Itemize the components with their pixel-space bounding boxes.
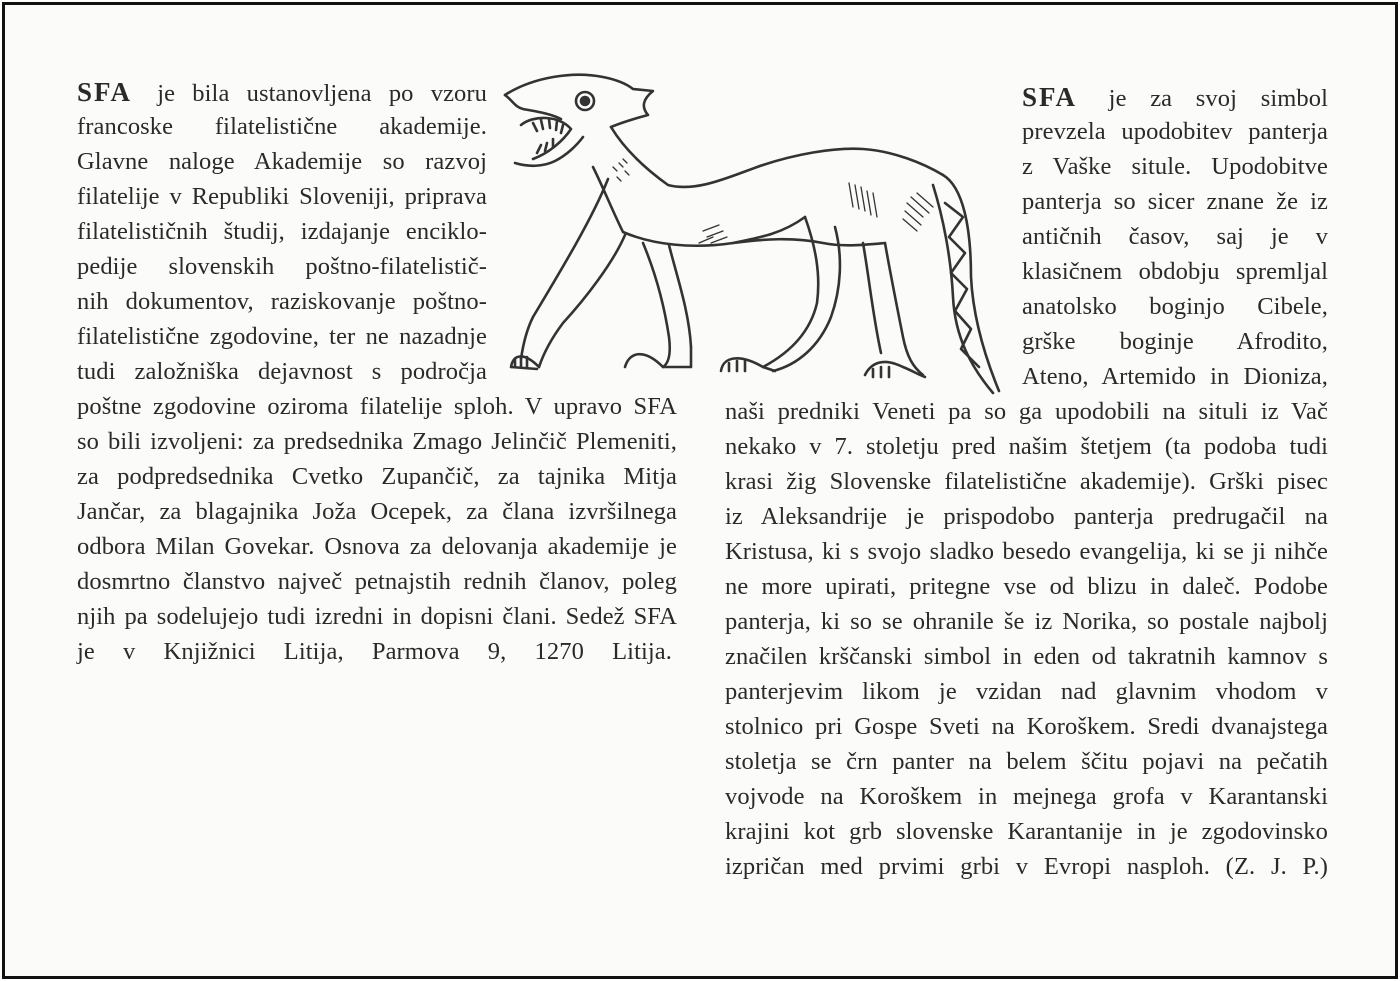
left-line-12: za podpredsednika Cvetko Zupančič, za tajnika Mitja: [77, 463, 677, 490]
right-line-21: vojvode na Koroškem in mejnega grofa v Karantanski: [725, 783, 1328, 810]
right-line-23: izpričan med prvimi grbi v Evropi nasploh. (Z. J. P.): [725, 853, 1328, 880]
left-line-13: Jančar, za blagajnika Joža Ocepek, za člana izvršilnega: [77, 498, 677, 525]
right-line-3: z Vaške situle. Upodobitve: [1022, 153, 1328, 180]
right-line-17: značilen krščanski simbol in eden od takratnih kamnov s: [725, 643, 1328, 670]
right-line-1: SFA je za svoj simbol: [1022, 82, 1328, 112]
right-line-13: iz Aleksandrije je prispodobo panterja predrugačil na: [725, 503, 1328, 530]
left-line-16: njih pa sodelujejo tudi izredni in dopisni člani. Sedež SFA: [77, 603, 677, 630]
right-line-2: prevzela upodobitev panterja: [1022, 118, 1328, 145]
left-line-2: francoske filatelistične akademije.: [77, 113, 487, 140]
right-line-18: panterjevim likom je vzidan nad glavnim vhodom v: [725, 678, 1328, 705]
left-lead-sfa: SFA: [77, 77, 133, 107]
left-line-1: SFA je bila ustanovljena po vzoru: [77, 77, 487, 107]
right-line-12: krasi žig Slovenske filatelistične akademije). Grški pisec: [725, 468, 1328, 495]
left-line-17: je v Knjižnici Litija, Parmova 9, 1270 Litija.: [77, 638, 672, 665]
right-line-22: krajini kot grb slovenske Karantanije in je zgodovinsko: [725, 818, 1328, 845]
left-line-8: filatelistične zgodovine, ter ne nazadnje: [77, 323, 487, 350]
right-lead-sfa: SFA: [1022, 82, 1078, 112]
right-line-14: Kristusa, ki s svojo sladko besedo evangelija, ki se ji nihče: [725, 538, 1328, 565]
right-line-10: naši predniki Veneti pa so ga upodobili na situli iz Vač: [725, 398, 1328, 425]
left-line-3: Glavne naloge Akademije so razvoj: [77, 148, 487, 175]
left-line-10: poštne zgodovine oziroma filatelije sploh. V upravo SFA: [77, 393, 677, 420]
left-line-11: so bili izvoljeni: za predsednika Zmago Jelinčič Plemeniti,: [77, 428, 677, 455]
panther-line-drawing-icon: [493, 67, 1023, 407]
left-line-14: odbora Milan Govekar. Osnova za delovanja akademije je: [77, 533, 677, 560]
left-line-7: nih dokumentov, raziskovanje poštno-: [77, 288, 487, 315]
right-line-8: grške boginje Afrodito,: [1022, 328, 1328, 355]
right-line-5: antičnih časov, saj je v: [1022, 223, 1328, 250]
left-line-9: tudi založniška dejavnost s področja: [77, 358, 487, 385]
right-line-11: nekako v 7. stoletju pred našim štetjem (ta podoba tudi: [725, 433, 1328, 460]
left-line-4: filatelije v Republiki Sloveniji, priprava: [77, 183, 487, 210]
right-line-7: anatolsko boginjo Cibele,: [1022, 293, 1328, 320]
right-line-20: stoletja se črn panter na belem ščitu pojavi na pečatih: [725, 748, 1328, 775]
right-line-4: panterja so sicer znane že iz: [1022, 188, 1328, 215]
right-line-16: panterja, ki so se ohranile še iz Norika, so postale najbolj: [725, 608, 1328, 635]
right-line-15: ne more upirati, pritegne vse od blizu in daleč. Podobe: [725, 573, 1328, 600]
left-line-6: pedije slovenskih poštno-filatelistič-: [77, 253, 487, 280]
right-line-9: Ateno, Artemido in Dioniza,: [1022, 363, 1328, 390]
right-line-19: stolnico pri Gospe Sveti na Koroškem. Sredi dvanajstega: [725, 713, 1328, 740]
right-line-6: klasičnem obdobju spremljal: [1022, 258, 1328, 285]
left-line-15: dosmrtno članstvo največ petnajstih rednih članov, poleg: [77, 568, 677, 595]
left-line-5: filatelističnih študij, izdajanje enciklo-: [77, 218, 487, 245]
document-page: [2, 2, 1398, 979]
